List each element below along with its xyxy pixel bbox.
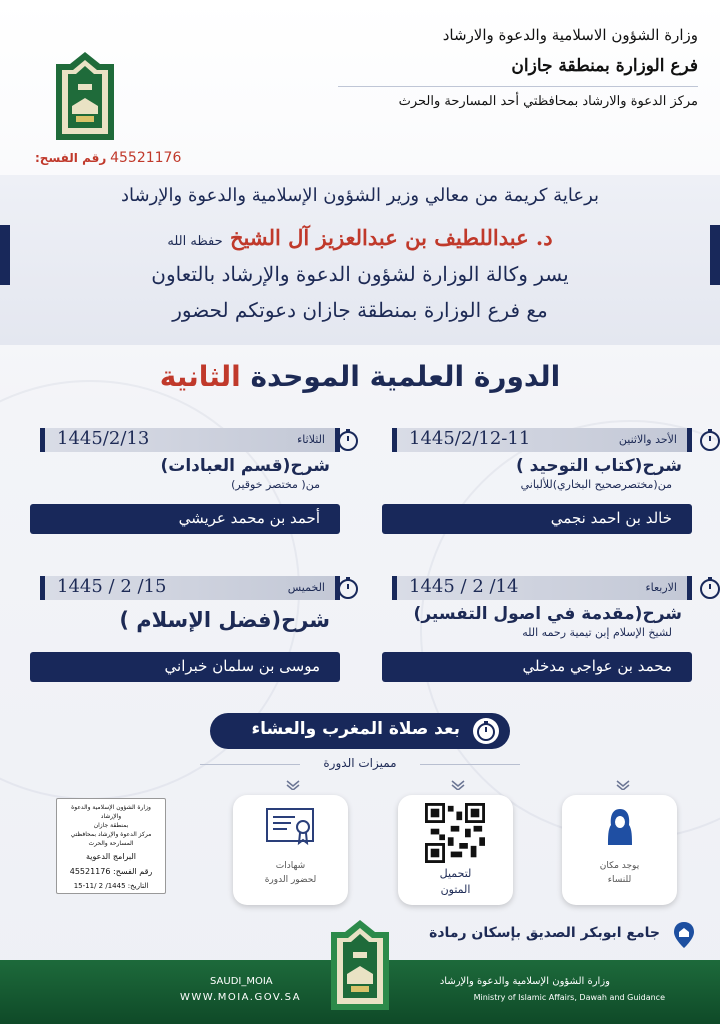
stamp-date-row: [61, 882, 161, 891]
invitation-line-3: يسر وكالة الوزارة لشؤون الدعوة والإرشاد بالتعاون: [151, 262, 569, 286]
feature-caption: المتون: [440, 883, 471, 896]
session-source: من(مختصرصحيح البخاري)للألباني: [520, 478, 672, 491]
permit-number-label: رقم الفسح:: [35, 151, 107, 165]
stamp-title: البرامج الدعوية: [86, 852, 136, 861]
stamp-line: مركز الدعوة والإرشاد بمحافظتي المسارحة والحرث: [70, 831, 152, 847]
session-date-bar: [40, 576, 340, 600]
speaker-name: موسى بن سلمان خبراني: [164, 657, 320, 675]
feature-card-certificates: [233, 795, 348, 905]
session-day: الثلاثاء: [297, 433, 325, 446]
stamp-line: وزارة الشؤون الإسلامية والدعوة والإرشاد: [71, 804, 151, 820]
session-source: لشيخ الإسلام إبن تيمية رحمه الله: [522, 626, 672, 639]
session-day: الأحد والاثنين: [618, 433, 677, 446]
speaker-bar: [30, 504, 340, 534]
chevron-down-icon: [616, 780, 630, 790]
invitation-line-1: برعاية كريمة من معالي وزير الشؤون الإسلامية والدعوة والإرشاد: [120, 185, 600, 206]
chevron-down-icon: [286, 780, 300, 790]
speaker-name: أحمد بن محمد عريشي: [178, 509, 320, 527]
woman-icon: [604, 807, 636, 847]
patron-name: د. عبداللطيف بن عبدالعزيز آل الشيخ: [229, 225, 553, 250]
prayer-time-text: بعد صلاة المغرب والعشاء: [251, 719, 460, 739]
session-date-bar: [392, 576, 692, 600]
session-card: [20, 576, 340, 691]
session-date-bar: [40, 428, 340, 452]
feature-caption: يوجد مكان: [599, 861, 640, 871]
speaker-bar: [382, 652, 692, 682]
feature-caption: للنساء: [607, 875, 632, 885]
session-topic: شرح(قسم العبادات): [160, 456, 330, 476]
session-source: من( مختصر خوقير): [231, 478, 320, 491]
feature-card-women-area: [562, 795, 677, 905]
center-name: مركز الدعوة والارشاد بمحافظتي أحد المسارحة والحرث: [398, 94, 698, 109]
stamp-permit-value: 45521176: [69, 867, 111, 876]
footer-ministry-arabic: وزارة الشؤون الإسلامية والدعوة والإرشاد: [439, 976, 610, 987]
session-date-bar: [392, 428, 692, 452]
stamp-date-value: 1445/ 2 /11-15: [73, 882, 126, 890]
feature-card-qr-download[interactable]: [398, 795, 513, 905]
stamp-line: بمنطقة جازان: [93, 822, 129, 829]
footer-ministry-english: Ministry of Islamic Affairs, Dawah and Guidance: [473, 993, 665, 1002]
feature-caption: لتحميل: [439, 867, 472, 880]
speaker-bar: [382, 504, 692, 534]
certificate-icon: [265, 807, 315, 847]
location-pin-icon: [672, 921, 696, 949]
session-card: [20, 428, 340, 543]
venue-name: جامع ابوبكر الصديق بإسكان رمادة: [429, 925, 660, 941]
patron-honorific: حفظه الله: [167, 234, 223, 249]
feature-caption: شهادات: [275, 861, 306, 871]
website-link[interactable]: WWW.MOIA.GOV.SA: [180, 992, 302, 1003]
stamp-text: [61, 803, 161, 891]
course-title: [0, 360, 720, 393]
invitation-patron: [0, 225, 720, 250]
stopwatch-icon: [698, 428, 720, 452]
session-date: 1445/2/12-11: [409, 428, 531, 449]
session-day: الخميس: [287, 581, 325, 594]
ministry-logo-icon: [325, 918, 395, 1012]
chevron-down-icon: [451, 780, 465, 790]
permit-number: [35, 150, 181, 166]
ministry-name: وزارة الشؤون الاسلامية والدعوة والارشاد: [442, 26, 698, 44]
session-topic: شرح(فضل الإسلام ): [119, 608, 330, 632]
session-date: 1445 / 2 /14: [409, 576, 519, 597]
feature-card-approval-stamp: [56, 798, 166, 894]
session-topic: شرح(مقدمة في اصول التفسير): [413, 604, 682, 624]
stopwatch-icon: [698, 576, 720, 600]
invitation-line-4: مع فرع الوزارة بمنطقة جازان دعوتكم لحضور: [172, 298, 548, 322]
qr-code-icon[interactable]: [425, 803, 485, 863]
session-day: الاربعاء: [645, 581, 677, 594]
course-title-main: الدورة العلمية الموحدة: [250, 360, 561, 393]
speaker-name: محمد بن عواجي مدخلي: [522, 657, 672, 675]
social-handle[interactable]: SAUDI_MOIA: [210, 976, 273, 987]
session-card: [372, 428, 692, 543]
speaker-name: خالد بن احمد نجمي: [550, 509, 672, 527]
permit-number-value: 45521176: [110, 150, 182, 166]
speaker-bar: [30, 652, 340, 682]
session-topic: شرح(كتاب التوحيد ): [515, 456, 682, 476]
branch-name: فرع الوزارة بمنطقة جازان: [511, 56, 698, 76]
stopwatch-icon: [336, 576, 360, 600]
course-title-accent: الثانية: [159, 360, 241, 393]
stopwatch-icon: [472, 717, 500, 745]
features-title: مميزات الدورة: [323, 756, 397, 770]
feature-caption: لحضور الدورة: [264, 875, 317, 885]
prayer-time-banner: [210, 713, 510, 749]
stamp-permit-label: رقم الفسح:: [113, 867, 153, 876]
stamp-permit-row: [61, 867, 161, 876]
session-card: [372, 576, 692, 691]
session-date: 1445 / 2 /15: [57, 576, 167, 597]
session-date: 1445/2/13: [57, 428, 150, 449]
header-divider: [338, 86, 698, 87]
header: [0, 0, 720, 175]
ministry-logo-icon: [50, 50, 120, 142]
stamp-date-label: التاريخ:: [127, 882, 149, 890]
stopwatch-icon: [336, 428, 360, 452]
